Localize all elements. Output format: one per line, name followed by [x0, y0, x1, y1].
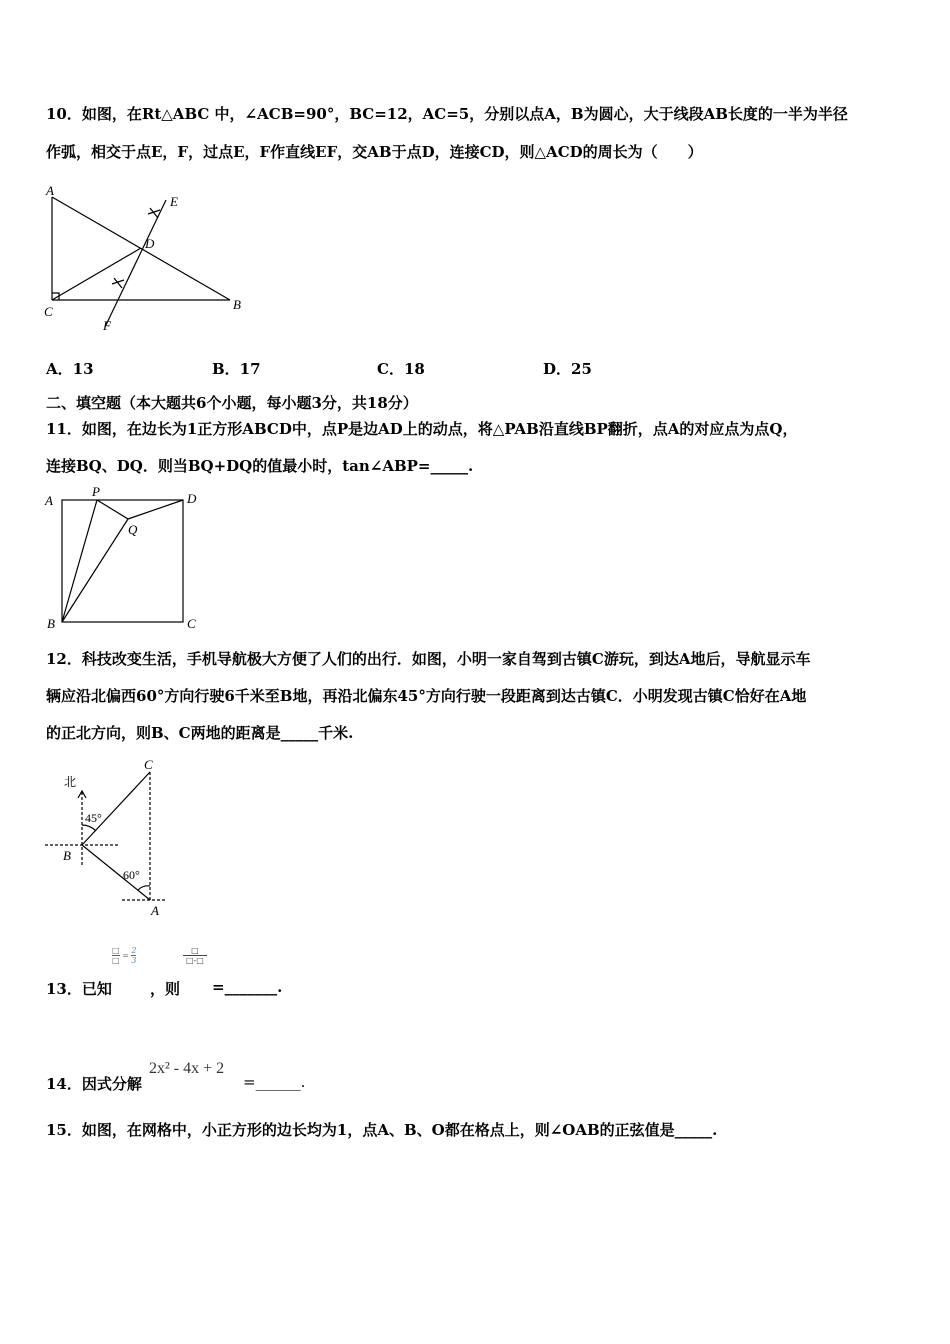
q10-figure	[44, 183, 241, 333]
q14-expression: 2x² - 4x + 2	[149, 1060, 225, 1077]
svg-text:D: D	[187, 491, 197, 506]
svg-text:60°: 60°	[123, 868, 140, 882]
q13-given-fraction: □ □ = $\frac{2}{3}$	[112, 946, 137, 965]
svg-text:P: P	[92, 484, 100, 499]
svg-text:F: F	[103, 318, 111, 333]
q10-option-a: A．13	[46, 360, 94, 378]
q15-text: 15．如图，在网格中，小正方形的边长均为1，点A、B、O都在格点上，则∠OAB的正弦值是_____.	[46, 1121, 718, 1139]
q13-answer-blank: =_______.	[212, 978, 283, 996]
q13-mid: ，则	[150, 980, 181, 998]
q14-answer-blank: =______.	[243, 1073, 306, 1091]
svg-text:C: C	[44, 304, 53, 319]
svg-text:B: B	[47, 616, 55, 631]
q10-option-c: C．18	[377, 360, 425, 378]
q11-line2: 连接BQ、DQ．则当BQ+DQ的值最小时，tan∠ABP=_____.	[46, 457, 474, 475]
svg-text:A: A	[46, 183, 54, 198]
svg-text:B: B	[233, 297, 241, 312]
svg-text:45°: 45°	[85, 811, 102, 825]
svg-text:A: A	[45, 493, 53, 508]
q10-line1: 10．如图，在Rt△ABC 中，∠ACB=90°，BC=12，AC=5，分别以点A，B为圆心，大于线段AB长度的一半为半径	[46, 105, 848, 123]
svg-text:Q: Q	[128, 522, 138, 537]
svg-text:B: B	[63, 848, 71, 863]
svg-text:A: A	[151, 903, 159, 918]
q14-prefix: 14．因式分解	[46, 1075, 142, 1093]
q10-line2: 作弧，相交于点E，F，过点E，F作直线EF，交AB于点D，连接CD，则△ACD的周长为（ ）	[46, 143, 703, 161]
q13-target-fraction: □ □-□	[183, 946, 207, 965]
q13-prefix: 13．已知	[46, 980, 112, 998]
svg-text:C: C	[187, 616, 196, 631]
svg-text:北: 北	[64, 775, 77, 789]
svg-text:C: C	[144, 757, 153, 772]
q10-option-b: B．17	[212, 360, 261, 378]
q11-line1: 11．如图，在边长为1正方形ABCD中，点P是边AD上的动点，将△PAB沿直线BP翻折，点A的对应点为点Q，	[46, 420, 798, 438]
svg-text:E: E	[170, 194, 178, 209]
svg-text:D: D	[145, 236, 155, 251]
section-heading: 二、填空题（本大题共6个小题，每小题3分，共18分）	[46, 394, 418, 412]
q11-figure	[44, 484, 197, 631]
q12-line2: 辆应沿北偏西60°方向行驶6千米至B地，再沿北偏东45°方向行驶一段距离到达古镇C．小明发现古镇C恰好在A地	[46, 687, 807, 705]
q12-line3: 的正北方向，则B、C两地的距离是_____千米.	[46, 724, 354, 742]
q12-figure	[45, 757, 165, 918]
q12-line1: 12．科技改变生活，手机导航极大方便了人们的出行．如图，小明一家自驾到古镇C游玩，到达A地后，导航显示车	[46, 650, 811, 668]
q10-option-d: D．25	[543, 360, 592, 378]
